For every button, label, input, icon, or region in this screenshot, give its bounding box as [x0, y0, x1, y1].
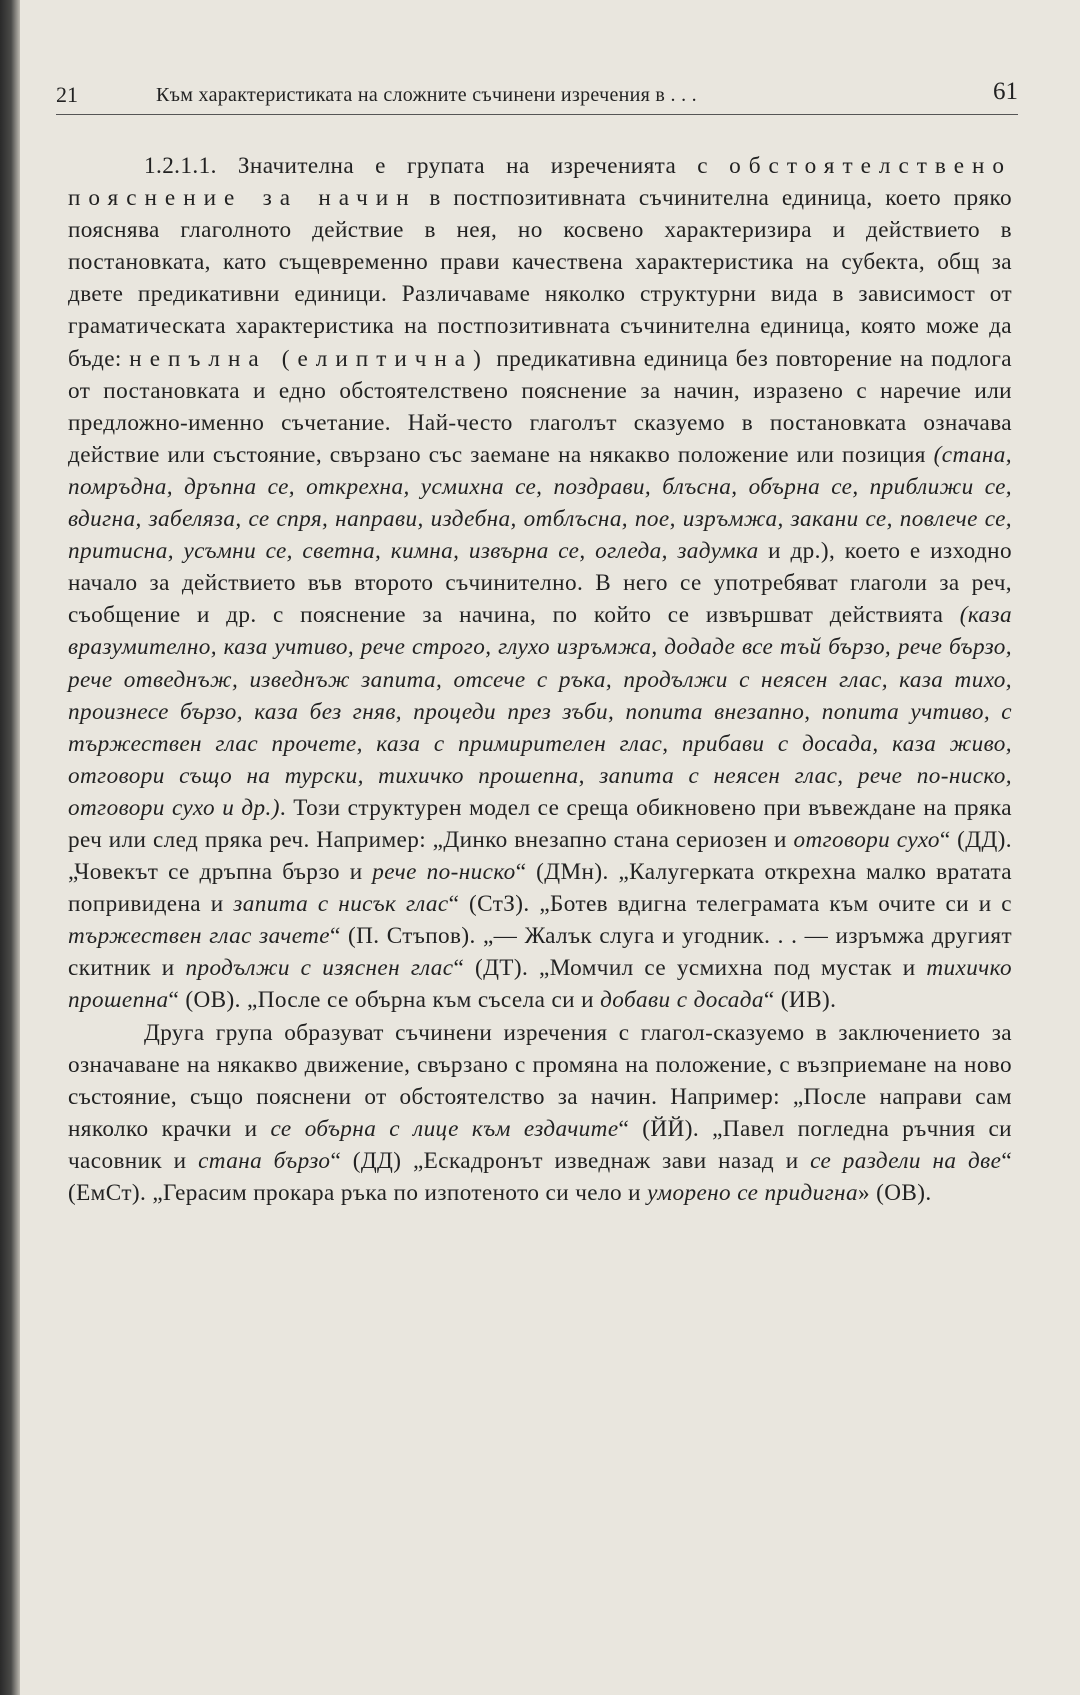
text-run: “ (ИВ).	[763, 987, 837, 1014]
page-number-left: 21	[56, 82, 78, 107]
paragraph-2	[68, 1017, 1012, 1210]
book-page	[20, 0, 1080, 1695]
italic-quote: уморено се придигна	[647, 1180, 858, 1206]
italic-examples: (стана, помръдна, дръпна се, открехна, усмихна се, поздрави, блъсна, обърна се, приближи се, вдигна, забеляза, се спря, направи, издебна, отблъсна, пое, изръмжа, закани се, повлече се, притисна, усъмни се, светна, кимна, извърна се, огледа, задумка	[68, 441, 1012, 565]
text-run: “ (ЙЙ). „Павел погледна ръчния си часовник и	[68, 1115, 1012, 1174]
running-header	[56, 80, 1018, 115]
body-text	[68, 150, 1012, 1209]
text-run: 1.2.1.1. Значителна е групата на изреченията с	[144, 153, 730, 179]
italic-quote: тържествен глас зачете	[68, 923, 330, 950]
paragraph-1	[68, 150, 1012, 1017]
italic-quote: добави с досада	[600, 987, 764, 1014]
running-title: Към характеристиката на сложните съчинени изречения в . . .	[156, 84, 697, 106]
spaced-emphasis: обстоятелствено пояснение за начин	[68, 153, 1012, 212]
italic-quote: стана бързо	[198, 1147, 331, 1174]
text-run: “ (ДТ). „Момчил се усмихна под мустак и	[453, 955, 927, 982]
text-run: “ (ДД). „Човекът се дръпна бързо и	[68, 826, 1012, 886]
text-run: предикативна единица без повторение на подлога от постановката и едно обстоятелствено пояснение за начин, изразено с наречие или предложно-именно съчетание. Най-често глаголът сказуемо в постановката означава действие или състояние, свързано със заемане на някакво положение или позиция	[68, 345, 1012, 468]
italic-quote: рече по-ниско	[372, 859, 516, 886]
italic-quote: се раздели на две	[810, 1147, 1002, 1174]
book-spine-shadow	[0, 0, 20, 1695]
text-run: “ (ЕмСт). „Герасим прокара ръка по изпотеното си чело и	[68, 1147, 1013, 1206]
text-run: “ (ДМн). „Калугерката открехна малко вратата попривидена и	[68, 859, 1012, 918]
italic-examples: (каза вразумително, каза учтиво, рече строго, глухо изръмжа, додаде все тъй бързо, рече бързо, рече отведнъж, изведнъж запита, отсече с ръка, продължи с неясен глас, каза тихо, произнесе бързо, каза без гняв, процеди през зъби, попита внезапно, попита учтиво, с тържествен глас прочете, каза с примирителен глас, прибави с досада, каза живо, отговори също на турски, тихичко прошепна, запита с неясен глас, рече по-ниско, отговори сухо и др.)	[68, 602, 1012, 821]
text-run: “ (П. Стъпов). „— Жалък слуга и угодник. . . — изръмжа другият скитник и	[68, 923, 1012, 982]
text-run: в постпозитивната съчинителна единица, което пряко пояснява глаголното действие в нея, но косвено характеризира и действието в постановката, като същевременно прави качествена характеристика на субекта, общ за двете предикативни единици. Различаваме няколко структурни вида в зависимост от граматическата характеристика на постпозитивната съчинителна единица, която може да бъде:	[68, 185, 1013, 372]
italic-quote: запита с нисък глас	[233, 891, 449, 918]
text-run: и др.), което е изходно начало за действието във второто съчинително. В него се употребяват глаголи за реч, съобщение и др. с пояснение за начина, по който се извършват действията	[68, 538, 1012, 629]
text-run: “ (ОВ). „После се обърна към съсела си и	[168, 987, 601, 1014]
italic-quote: тихичко прошепна	[68, 955, 1013, 1014]
spaced-emphasis: непълна (елиптична)	[129, 345, 489, 372]
text-run: . Този структурен модел се среща обикновено при въвеждане на пряка реч или след пряка реч. Например: „Динко внезапно стана сериозен и	[68, 794, 1012, 853]
text-run: “ (СтЗ). „Ботев вдигна телеграмата към очите си и с	[448, 891, 1013, 918]
italic-quote: продължи с изяснен глас	[185, 955, 454, 982]
italic-quote: отговори сухо	[793, 826, 940, 853]
italic-quote: се обърна с лице към ездачите	[270, 1115, 619, 1142]
text-run: “ (ДД) „Ескадронът изведнаж зави назад и	[330, 1147, 811, 1174]
page-number: 61	[993, 78, 1018, 105]
text-run: » (ОВ).	[857, 1180, 932, 1206]
text-run: Друга група образуват съчинени изречения с глагол-сказуемо в заключението за означаване на някакво движение, свързано с промяна на положение, с възприемане на ново състояние, също пояснени от обстоятелство за начин. Например: „После направи сам няколко крачки и	[68, 1019, 1012, 1142]
